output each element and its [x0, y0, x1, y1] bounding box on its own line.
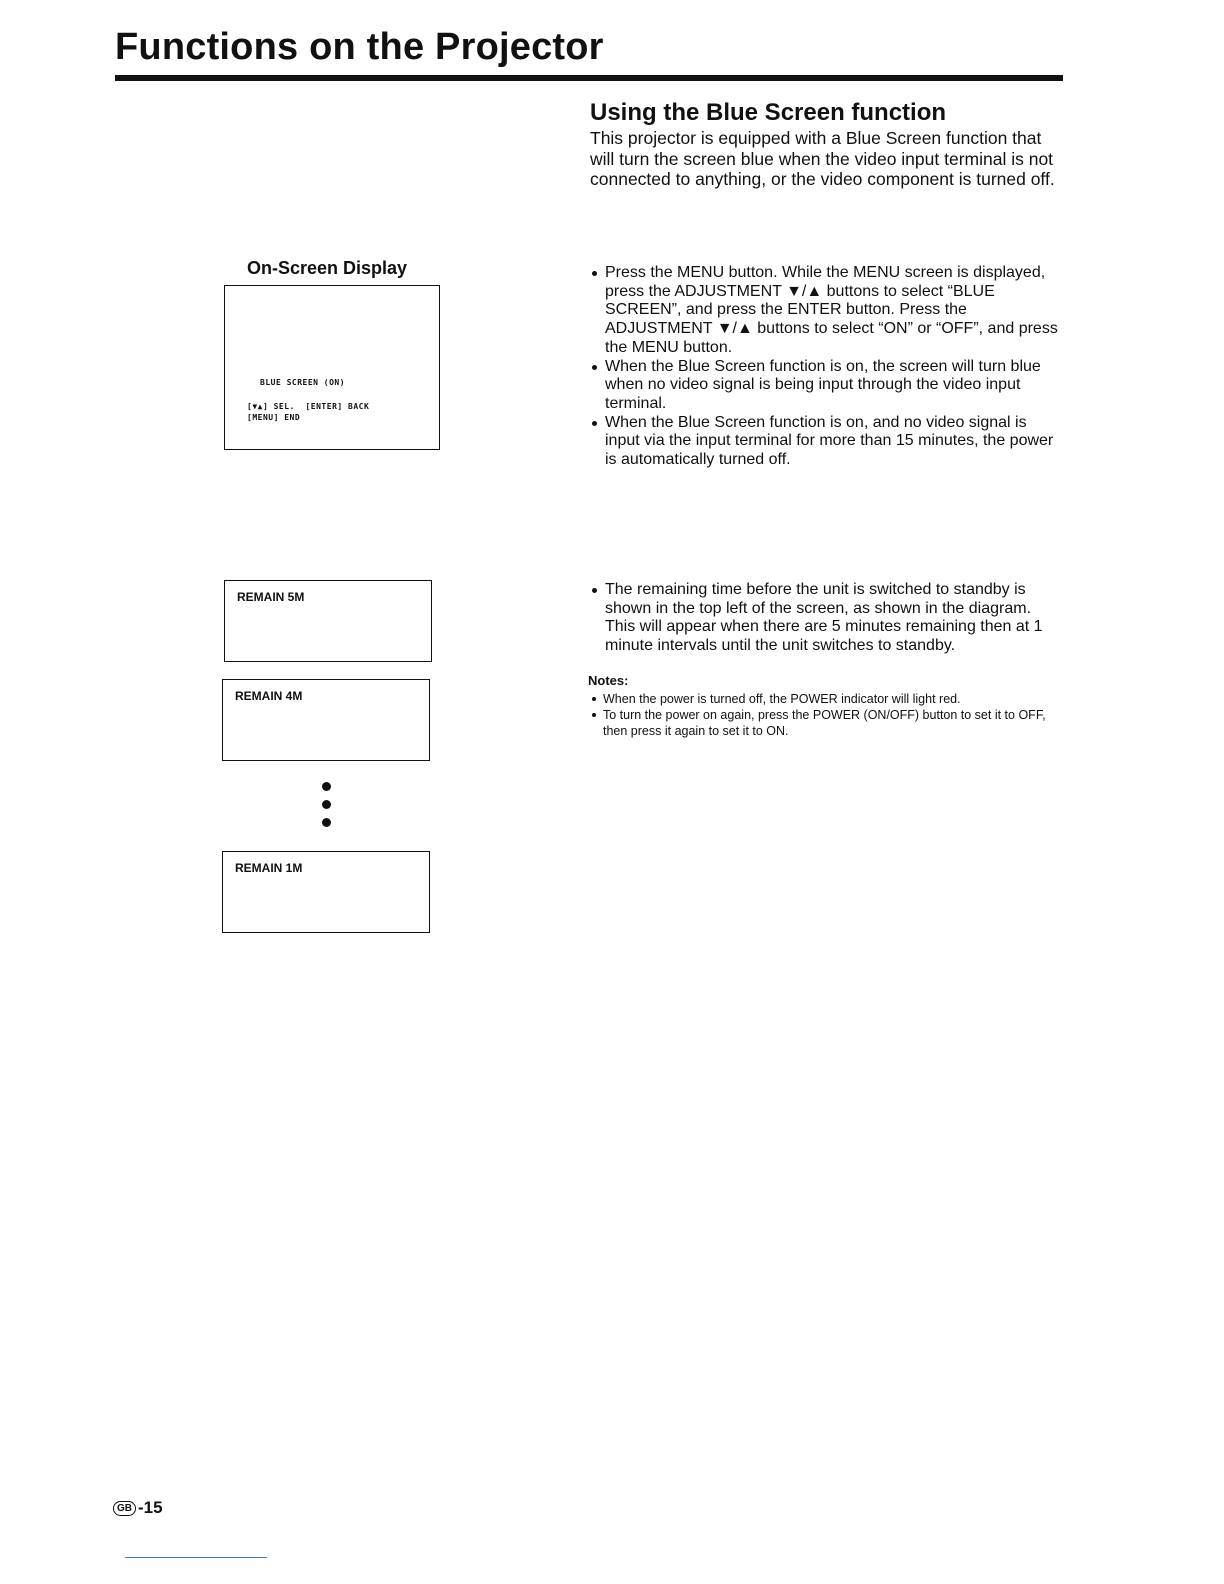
- gb-badge-icon: GB: [113, 1501, 136, 1516]
- list-item: When the power is turned off, the POWER indicator will light red.: [590, 691, 1070, 707]
- intro-paragraph: This projector is equipped with a Blue Screen function that will turn the screen blue when the video input terminal is not connected to anything, or the video component is turned off.: [590, 128, 1055, 189]
- ellipsis-dot: [322, 818, 331, 827]
- remain-label: REMAIN 5M: [237, 590, 305, 604]
- osd-screen-diagram: [224, 285, 440, 450]
- osd-text-select-back: [▼▲] SEL. [ENTER] BACK: [247, 402, 370, 411]
- osd-label: On-Screen Display: [247, 258, 408, 278]
- standby-list: [590, 581, 1065, 656]
- list-item: The remaining time before the unit is switched to standby is shown in the top left of the screen, as shown in the diagram. This will appear when there are 5 minutes remaining then at 1 minute intervals until the unit switches to standby.: [590, 581, 1065, 656]
- title-rule: [115, 75, 1063, 81]
- page-number: [113, 1498, 163, 1518]
- ellipsis-dot: [322, 782, 331, 791]
- remain-screen-4m: [222, 679, 430, 761]
- page-number-text: -15: [138, 1498, 163, 1517]
- remain-label: REMAIN 1M: [235, 861, 303, 875]
- remain-label: REMAIN 4M: [235, 689, 303, 703]
- list-item: Press the MENU button. While the MENU screen is displayed, press the ADJUSTMENT ▼/▲ buttons to select “BLUE SCREEN”, and press the ENTER button. Press the ADJUSTMENT ▼/▲ buttons to select “ON” or “OFF”, and press the MENU button.: [590, 264, 1065, 358]
- ellipsis-dot: [322, 800, 331, 809]
- list-item: To turn the power on again, press the POWER (ON/OFF) button to set it to OFF, then press it again to set it to ON.: [590, 707, 1070, 739]
- osd-text-menu-end: [MENU] END: [247, 413, 301, 422]
- remain-screen-1m: [222, 851, 430, 933]
- remain-screen-5m: [224, 580, 432, 662]
- list-item: When the Blue Screen function is on, the screen will turn blue when no video signal is being input through the video input terminal.: [590, 358, 1065, 414]
- notes-heading: Notes:: [588, 673, 629, 688]
- steps-list: [590, 264, 1065, 470]
- notes-list: [590, 691, 1070, 739]
- section-heading: Using the Blue Screen function: [590, 99, 947, 126]
- page-title: Functions on the Projector: [115, 26, 604, 68]
- footer-rule: [125, 1557, 267, 1558]
- osd-text-blue-screen: BLUE SCREEN (ON): [260, 378, 346, 387]
- list-item: When the Blue Screen function is on, and no video signal is input via the input terminal for more than 15 minutes, the power is automatically turned off.: [590, 414, 1065, 470]
